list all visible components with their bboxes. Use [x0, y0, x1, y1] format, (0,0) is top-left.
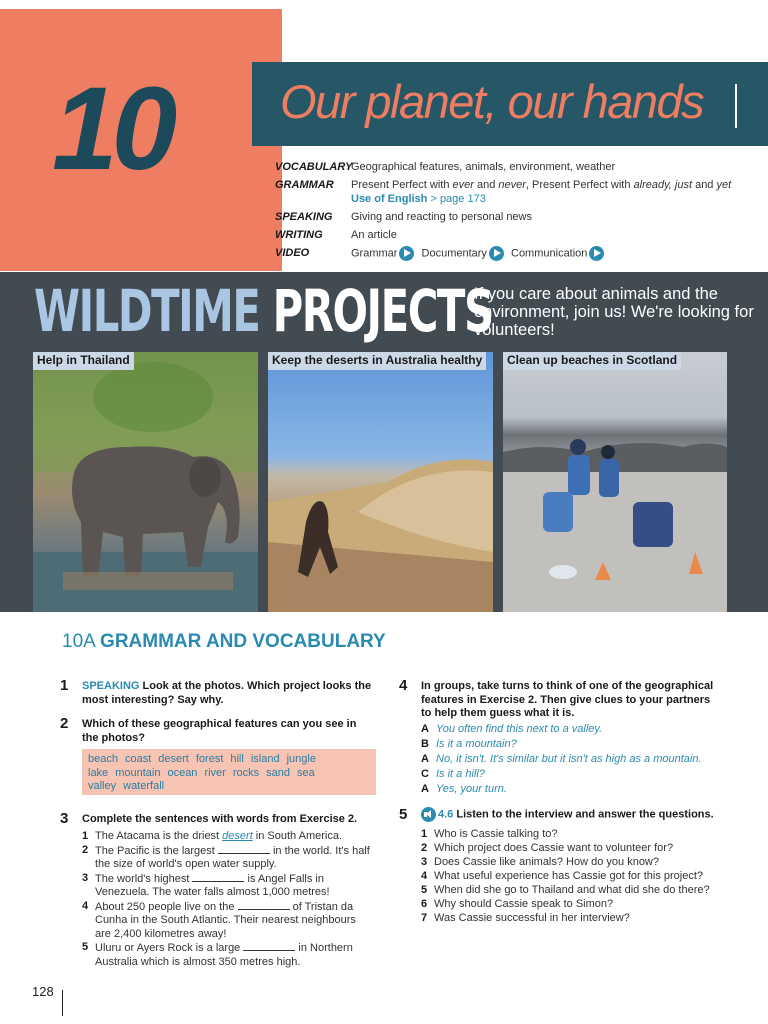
syllabus-value [351, 246, 745, 261]
video-grammar: Grammar [351, 247, 398, 260]
syllabus-value [351, 178, 745, 206]
item-number: 3 [82, 871, 89, 884]
syllabus-writing [275, 228, 745, 242]
banner-tagline: If you care about animals and the environment, join us! We're looking for volunteers! [474, 285, 754, 339]
item-text-before: About 250 people live on the [95, 900, 238, 913]
word: river [204, 766, 226, 779]
word: lake [88, 766, 109, 779]
title-divider [735, 84, 737, 128]
exercise-number: 3 [60, 810, 69, 827]
item-text [95, 872, 372, 900]
speaker: A [421, 723, 429, 735]
unit-title: Our planet, our hands [280, 75, 704, 128]
photo-label: Clean up beaches in Scotland [503, 352, 681, 370]
dialogue-line [421, 737, 741, 752]
item-number: 2 [82, 843, 89, 856]
section-title [62, 631, 386, 653]
syllabus-key: GRAMMAR [275, 179, 334, 191]
desert-illustration [268, 352, 493, 612]
grammar-text: already, just [633, 179, 693, 191]
item-number: 1 [82, 830, 89, 842]
dialogue-line [421, 752, 741, 767]
item-number: 7 [421, 912, 428, 924]
list-item [421, 855, 721, 869]
item-text: What useful experience has Cassie got for this project? [434, 870, 704, 882]
list-item [421, 827, 721, 841]
item-number: 6 [421, 898, 428, 910]
item-text: When did she go to Thailand and what did she do there? [434, 884, 710, 896]
list-item [82, 830, 372, 844]
grammar-text: and [692, 179, 717, 191]
page-number: 128 [32, 984, 54, 999]
banner-title-projects: PROJECTS [272, 277, 493, 345]
grammar-text: never [498, 179, 526, 191]
exercise-number: 1 [60, 677, 69, 694]
use-of-english-page: > page 173 [427, 193, 486, 205]
item-number: 4 [421, 870, 428, 882]
item-text [95, 900, 372, 942]
unit-syllabus [275, 160, 745, 265]
item-number: 3 [421, 856, 428, 868]
speaker: A [421, 783, 429, 795]
list-item [82, 872, 372, 900]
list-item [82, 941, 372, 969]
word: beach [88, 753, 118, 765]
play-icon[interactable] [489, 246, 504, 261]
word: valley [88, 780, 117, 792]
item-text: Was Cassie successful in her interview? [434, 912, 630, 924]
grammar-text: ever [452, 179, 474, 191]
photo-label: Keep the deserts in Australia healthy [268, 352, 486, 370]
word-box [82, 749, 376, 795]
exercise-5-instruction [421, 807, 721, 822]
word: forest [195, 753, 224, 765]
exercise-4-instruction: In groups, take turns to think of one of the geographical features in Exercise 2. Then give clues to your partners to help them guess what it is. [421, 680, 714, 719]
item-text-after: is Angel Falls in Venezuela. The water falls almost 1,000 metres! [95, 872, 330, 898]
item-text-after: in the world. It's half the size of world's open water supply. [95, 844, 370, 870]
exercise-number: 2 [60, 715, 69, 732]
line-text: Yes, your turn. [436, 783, 507, 795]
item-text-before: The world's highest [95, 872, 193, 885]
item-number: 1 [421, 828, 428, 840]
item-text-before: The Pacific is the largest [95, 844, 218, 857]
unit-number: 10 [52, 63, 172, 195]
word: waterfall [123, 780, 165, 792]
photo-scotland-beach [503, 352, 727, 612]
word: mountain [115, 766, 161, 779]
word: ocean [167, 766, 198, 779]
syllabus-key: SPEAKING [275, 211, 333, 223]
exercise-2-instruction: Which of these geographical features can you see in the photos? [82, 718, 357, 744]
item-text: Who is Cassie talking to? [434, 828, 558, 840]
grammar-text: , Present Perfect with [525, 179, 634, 191]
grammar-text: and [473, 179, 499, 191]
photo-australia-desert [268, 352, 493, 612]
syllabus-key: VOCABULARY [275, 161, 353, 173]
syllabus-vocabulary [275, 160, 745, 174]
page-rule [62, 990, 63, 1016]
speaking-tag: SPEAKING [82, 680, 140, 692]
exercise-3-list [82, 830, 372, 969]
item-text: Does Cassie like animals? How do you know? [434, 856, 659, 868]
syllabus-video [275, 246, 745, 261]
syllabus-key: VIDEO [275, 247, 310, 259]
item-number: 5 [421, 884, 428, 896]
answer-blank[interactable] [238, 900, 290, 910]
dialogue-line [421, 722, 741, 737]
photo-thailand-elephant [33, 352, 258, 612]
item-text-before: Uluru or Ayers Rock is a large [95, 942, 244, 954]
item-text [95, 844, 372, 872]
section-code: 10A [62, 631, 95, 652]
section-heading: GRAMMAR AND VOCABULARY [100, 631, 386, 652]
item-text [95, 941, 372, 969]
item-text: Which project does Cassie want to volunteer for? [434, 842, 674, 854]
line-text: Is it a hill? [436, 768, 485, 780]
list-item [421, 911, 721, 925]
syllabus-value: Giving and reacting to personal news [351, 211, 532, 223]
example-dialogue [421, 722, 741, 797]
exercise-text: Listen to the interview and answer the questions. [453, 808, 714, 821]
beach-illustration [503, 352, 727, 612]
word: coast [124, 753, 152, 765]
speaker: B [421, 738, 429, 750]
track-number: 4.6 [438, 808, 454, 821]
list-item [421, 869, 721, 883]
list-item [421, 897, 721, 911]
item-text [95, 830, 372, 844]
line-text: Is it a mountain? [436, 738, 517, 750]
line-text: No, it isn't. It's similar but it isn't as high as a mountain. [436, 753, 702, 765]
speaker: C [421, 768, 429, 780]
word: island [250, 753, 280, 765]
item-text: Why should Cassie speak to Simon? [434, 898, 614, 910]
video-communication: Communication [511, 247, 588, 260]
banner-title-wildtime: WILDTIME [34, 277, 260, 345]
syllabus-grammar [275, 178, 745, 206]
audio-icon[interactable] [421, 807, 436, 822]
play-icon[interactable] [589, 246, 604, 261]
answer-blank[interactable] [243, 941, 295, 951]
list-item [421, 841, 721, 855]
exercise-text: Look at the photos. Which project looks the most interesting? Say why. [82, 680, 372, 706]
line-text: You often find this next to a valley. [436, 723, 603, 735]
item-text-after: in Northern Australia which is almost 350 metres high. [95, 942, 353, 968]
exercise-number: 5 [399, 806, 408, 823]
word: rocks [232, 766, 260, 779]
answer-blank[interactable] [192, 872, 244, 882]
play-icon[interactable] [399, 246, 414, 261]
exercise-number: 4 [399, 677, 408, 694]
elephant-illustration [33, 352, 258, 612]
word: sea [296, 766, 315, 779]
speaker: A [421, 753, 429, 765]
syllabus-value: An article [351, 229, 397, 241]
word: jungle [286, 753, 316, 765]
exercise-5-list [421, 827, 721, 925]
list-item [421, 883, 721, 897]
video-documentary: Documentary [421, 247, 487, 260]
item-number: 2 [421, 842, 428, 854]
syllabus-key: WRITING [275, 229, 323, 241]
item-text-after: in South America. [252, 830, 343, 842]
item-number: 5 [82, 941, 89, 953]
list-item [82, 844, 372, 872]
dialogue-line [421, 782, 741, 797]
photo-label: Help in Thailand [33, 352, 134, 370]
exercise-3-instruction: Complete the sentences with words from Exercise 2. [82, 813, 358, 825]
word: desert [158, 753, 189, 765]
word: sand [266, 766, 290, 779]
syllabus-value: Geographical features, animals, environment, weather [351, 161, 616, 173]
use-of-english-link[interactable]: Use of English [351, 193, 428, 205]
list-item [82, 900, 372, 942]
dialogue-line [421, 767, 741, 782]
example-answer: desert [222, 830, 253, 842]
item-number: 4 [82, 899, 89, 912]
exercise-1-instruction [82, 680, 372, 707]
banner-title [34, 278, 493, 344]
item-text-after: of Tristan da Cunha in the South Atlantic. Their nearest neighbours are 2,400 kilometres away! [95, 900, 356, 940]
grammar-text: Present Perfect with [351, 179, 453, 191]
answer-blank[interactable] [218, 844, 270, 854]
grammar-text: yet [716, 179, 732, 191]
word: hill [230, 753, 244, 765]
item-text-before: The Atacama is the driest [95, 830, 223, 842]
syllabus-speaking [275, 210, 745, 224]
